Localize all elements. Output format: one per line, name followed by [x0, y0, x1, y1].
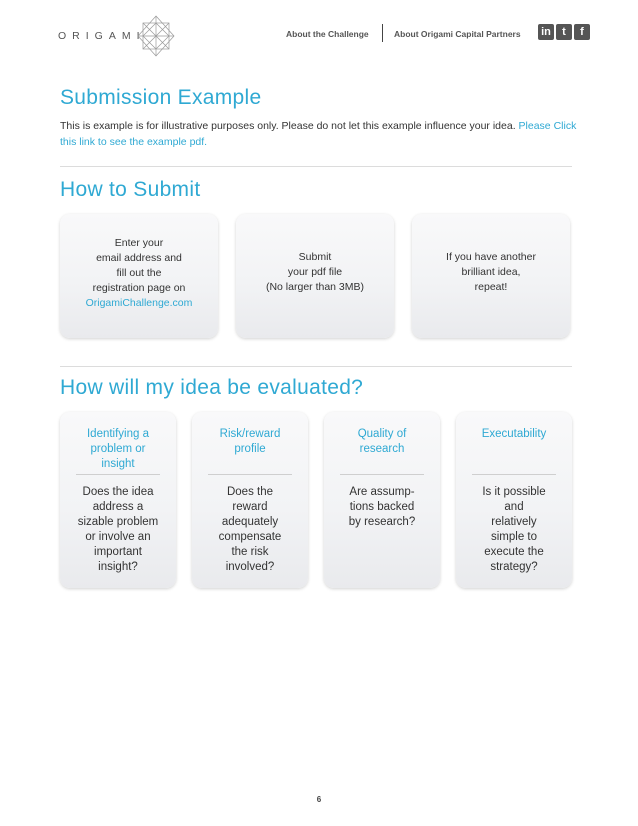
registration-link[interactable]: OrigamiChallenge.com — [85, 297, 193, 309]
step-line: Submit — [298, 251, 332, 263]
submission-text: This is example is for illustrative purposes only. Please do not let this example influence your idea. — [60, 120, 516, 132]
criterion-question-line: reward — [232, 501, 268, 513]
criterion-question-line: the risk — [231, 546, 269, 558]
page-number: 6 — [316, 795, 322, 804]
criterion-question-line: Does the — [226, 486, 274, 498]
criterion-question-line: sizable problem — [77, 516, 159, 528]
facebook-icon[interactable]: f — [574, 24, 590, 40]
step-line: email address and — [96, 252, 182, 264]
criterion-title — [462, 427, 566, 442]
criterion-title — [198, 427, 302, 457]
criterion-question-line: Are assump- — [349, 486, 415, 498]
submission-title: Submission Example — [60, 86, 262, 109]
logo-text: ORIGAMI — [58, 30, 146, 42]
criterion-question-line: simple to — [490, 531, 538, 543]
origami-logo-icon — [136, 14, 176, 58]
criterion-divider — [472, 474, 556, 475]
criterion-title — [330, 427, 434, 457]
criterion-divider — [340, 474, 424, 475]
submit-step-2 — [236, 214, 394, 338]
criterion-question-line: by research? — [348, 516, 416, 528]
step-line: fill out the — [116, 267, 162, 279]
criterion-question-line: address a — [92, 501, 144, 513]
criterion-question-line: execute the — [484, 546, 544, 558]
criterion-question-line: adequately — [221, 516, 279, 528]
step-line: your pdf file — [287, 266, 343, 278]
criterion-title-line: Executability — [481, 428, 547, 440]
criterion-divider — [208, 474, 292, 475]
nav-about-origami[interactable]: About Origami Capital Partners — [394, 29, 521, 39]
criterion-question-line: Does the idea — [82, 486, 154, 498]
criterion-question — [198, 485, 302, 575]
submit-step-1-text — [66, 236, 212, 311]
evaluation-title: How will my idea be evaluated? — [60, 376, 364, 399]
step-line: Enter your — [114, 237, 164, 249]
criterion-question-line: relatively — [491, 516, 537, 528]
example-pdf-link[interactable]: Please Click this link to see the example pdf. — [60, 120, 577, 148]
criterion-card-3 — [324, 412, 440, 588]
criterion-question-line: strategy? — [490, 561, 538, 573]
criterion-card-1 — [60, 412, 176, 588]
step-line: repeat! — [474, 281, 508, 293]
step-line: brilliant idea, — [461, 266, 521, 278]
submit-step-3 — [412, 214, 570, 338]
criterion-question-line: involved? — [225, 561, 275, 573]
criterion-card-2 — [192, 412, 308, 588]
criterion-card-4 — [456, 412, 572, 588]
criterion-title-line: Risk/reward — [219, 428, 281, 440]
criterion-title-line: Identifying a — [86, 428, 149, 440]
submit-step-2-text — [242, 250, 388, 295]
criterion-question-line: tions backed — [349, 501, 415, 513]
criterion-question-line: important — [94, 546, 142, 558]
nav-separator — [382, 24, 383, 42]
criterion-title-line: insight — [101, 458, 135, 470]
criterion-question-line: compensate — [218, 531, 282, 543]
criterion-title-line: research — [359, 443, 405, 455]
criterion-question-line: insight? — [98, 561, 138, 573]
section-divider — [60, 166, 572, 167]
criterion-title-line: profile — [234, 443, 266, 455]
linkedin-icon[interactable]: in — [538, 24, 554, 40]
submit-step-3-text — [418, 250, 564, 295]
criterion-question-line: and — [504, 501, 524, 513]
criterion-title-line: problem or — [90, 443, 146, 455]
criterion-title-line: Quality of — [357, 428, 407, 440]
criterion-question-line: Is it possible — [482, 486, 546, 498]
how-to-submit-title: How to Submit — [60, 178, 201, 201]
twitter-icon[interactable]: t — [556, 24, 572, 40]
criterion-divider — [76, 474, 160, 475]
criterion-question — [330, 485, 434, 530]
submission-intro — [60, 118, 580, 150]
step-line: registration page on — [92, 282, 186, 294]
criterion-question — [66, 485, 170, 575]
nav-about-challenge[interactable]: About the Challenge — [286, 29, 369, 39]
section-divider — [60, 366, 572, 367]
step-line: If you have another — [446, 251, 536, 263]
criterion-question-line: or involve an — [85, 531, 151, 543]
submit-step-1 — [60, 214, 218, 338]
criterion-title — [66, 427, 170, 472]
step-line: (No larger than 3MB) — [265, 281, 365, 293]
criterion-question — [462, 485, 566, 575]
